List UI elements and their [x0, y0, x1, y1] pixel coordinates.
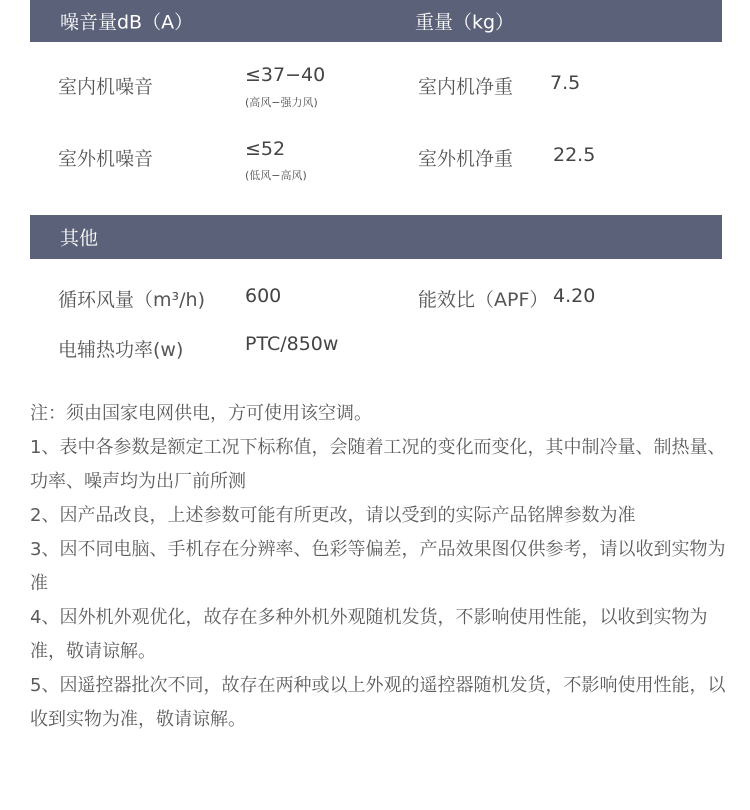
note-item-2: 2、因产品改良，上述参数可能有所更改，请以受到的实际产品铭牌参数为准	[30, 505, 636, 526]
weight-header-label: 重量（kg）	[415, 11, 515, 34]
note-item-3: 3、因不同电脑、手机存在分辨率、色彩等偏差，产品效果图仅供参考，请以收到实物为准	[30, 539, 726, 594]
note-item-1: 1、表中各参数是额定工况下标称值，会随着工况的变化而变化，其中制冷量、制热量、功率、噪声均为出厂前所测	[30, 437, 726, 492]
outdoor-weight-value: 22.5	[553, 144, 596, 166]
other-header-label: 其他	[60, 227, 99, 250]
heating-power-label: 电辅热功率(w)	[58, 339, 184, 361]
airflow-value: 600	[245, 285, 282, 307]
note-intro: 注：须由国家电网供电，方可使用该空调。	[30, 403, 372, 424]
other-header	[30, 215, 722, 259]
apf-value: 4.20	[553, 285, 596, 307]
indoor-noise-sub: (高风−强力风)	[245, 96, 318, 109]
outdoor-weight-label: 室外机净重	[418, 148, 514, 170]
outdoor-noise-label: 室外机噪音	[58, 148, 154, 170]
indoor-noise-label: 室内机噪音	[58, 76, 154, 98]
heating-power-value: PTC/850w	[245, 333, 339, 355]
indoor-noise-value: ≤37−40	[245, 64, 326, 86]
indoor-weight-label: 室内机净重	[418, 76, 514, 98]
noise-weight-header	[30, 0, 722, 42]
noise-header-label: 噪音量dB（A）	[60, 11, 194, 34]
note-item-5: 5、因遥控器批次不同，故存在两种或以上外观的遥控器随机发货，不影响使用性能，以收到实物为准，敬请谅解。	[30, 675, 726, 730]
indoor-weight-value: 7.5	[550, 72, 581, 94]
outdoor-noise-value: ≤52	[245, 138, 286, 160]
apf-label: 能效比（APF）	[418, 289, 549, 311]
airflow-label: 循环风量（m³/h)	[58, 289, 205, 311]
notes-block	[30, 397, 730, 737]
note-item-4: 4、因外机外观优化，故存在多种外机外观随机发货，不影响使用性能，以收到实物为准，敬请谅解。	[30, 607, 708, 662]
outdoor-noise-sub: (低风−高风)	[245, 169, 307, 182]
